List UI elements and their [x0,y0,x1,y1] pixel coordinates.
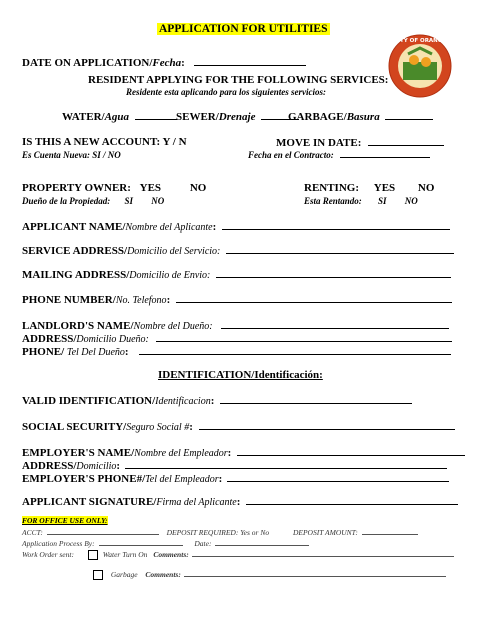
social-security-field[interactable] [199,420,455,430]
city-seal [388,34,452,98]
office-process-row: Application Process By: Date: [22,538,309,548]
water-field[interactable] [135,110,177,120]
form-title: APPLICATION FOR UTILITIES [159,23,328,35]
deposit-amount-field[interactable] [362,527,418,535]
phone-number-field[interactable] [176,293,452,303]
employer-phone-field[interactable] [227,472,449,482]
owner-yes[interactable]: YES [139,182,162,194]
landlord-phone-row: PHONE/ Tel Del Dueño: [22,345,451,358]
services-heading-es: Residente esta aplicando para los siguientes servicios: [126,87,326,97]
water-service: WATER/Agua [62,110,177,123]
employer-address-row: ADDRESS/Domicilio: [22,459,447,472]
property-owner-es-row: Dueño de la Propiedad: SI NO [22,196,165,206]
process-by-field[interactable] [99,538,183,546]
service-address-row: SERVICE ADDRESS/Domicilio del Servicio: [22,244,454,257]
mailing-address-row: MAILING ADDRESS/Domicilio de Envio: [22,268,451,281]
garbage-field[interactable] [385,110,433,120]
applicant-name-row: APPLICANT NAME/Nombre del Aplicante: [22,220,450,233]
water-turn-on-checkbox[interactable] [88,550,98,560]
renting-es-row: Esta Rentando: SI NO [304,196,418,206]
property-owner-row: PROPERTY OWNER: YES NO [22,182,207,194]
mailing-address-field[interactable] [216,268,451,278]
landlord-name-field[interactable] [221,319,449,329]
move-in-row: MOVE IN DATE: [276,136,444,149]
signature-field[interactable] [246,495,458,505]
acct-field[interactable] [47,527,159,535]
garbage-service: GARBAGE/Basura [288,110,433,123]
move-in-field[interactable] [368,136,444,146]
svg-text:CITY OF ORANGE: CITY OF ORANGE [393,38,447,44]
service-address-field[interactable] [226,244,454,254]
work-order-row: Work Order sent: Water Turn On Comments: [22,549,454,560]
office-acct-row: ACCT: DEPOSIT REQUIRED: Yes or No DEPOSIT AMOUNT: [22,527,418,537]
renting-no[interactable]: NO [417,182,435,194]
sewer-service: SEWER/Drenaje [176,110,299,123]
landlord-phone-field[interactable] [139,345,451,355]
services-heading: RESIDENT APPLYING FOR THE FOLLOWING SERVICES: [88,74,389,86]
office-use-heading: FOR OFFICE USE ONLY: [22,516,108,525]
valid-id-field[interactable] [220,394,412,404]
valid-id-row: VALID IDENTIFICATION/Identificacion: [22,394,412,407]
new-account-label: IS THIS A NEW ACCOUNT: Y / N [22,136,187,148]
applicant-name-field[interactable] [222,220,450,230]
employer-name-field[interactable] [237,446,465,456]
garbage-checkbox[interactable] [93,570,103,580]
garbage-row: Garbage Comments: [93,569,446,580]
employer-address-field[interactable] [125,459,447,469]
office-date-field[interactable] [215,538,309,546]
owner-no[interactable]: NO [189,182,207,194]
identification-heading: IDENTIFICATION/Identificación: [158,369,323,381]
signature-row: APPLICANT SIGNATURE/Firma del Aplicante: [22,495,458,508]
social-security-row: SOCIAL SECURITY/Seguro Social #: [22,420,455,433]
landlord-name-row: LANDLORD'S NAME/Nombre del Dueño: [22,319,449,332]
landlord-address-row: ADDRESS/Domicilio Dueño: [22,332,452,345]
move-in-es-row: Fecha en el Contracto: [248,150,430,160]
renting-yes[interactable]: YES [373,182,396,194]
employer-name-row: EMPLOYER'S NAME/Nombre del Empleador: [22,446,465,459]
date-on-application-row: DATE ON APPLICATION/Fecha: [22,56,306,69]
garbage-comments-field[interactable] [184,569,446,577]
landlord-address-field[interactable] [156,332,452,342]
date-field[interactable] [194,56,306,66]
new-account-label-es: Es Cuenta Nueva: SI / NO [22,150,121,160]
renting-row: RENTING: YES NO [304,182,435,194]
water-comments-field[interactable] [192,549,454,557]
contract-date-field[interactable] [340,150,430,158]
phone-number-row: PHONE NUMBER/No. Telefono: [22,293,452,306]
employer-phone-row: EMPLOYER'S PHONE#/Tel del Empleador: [22,472,449,485]
